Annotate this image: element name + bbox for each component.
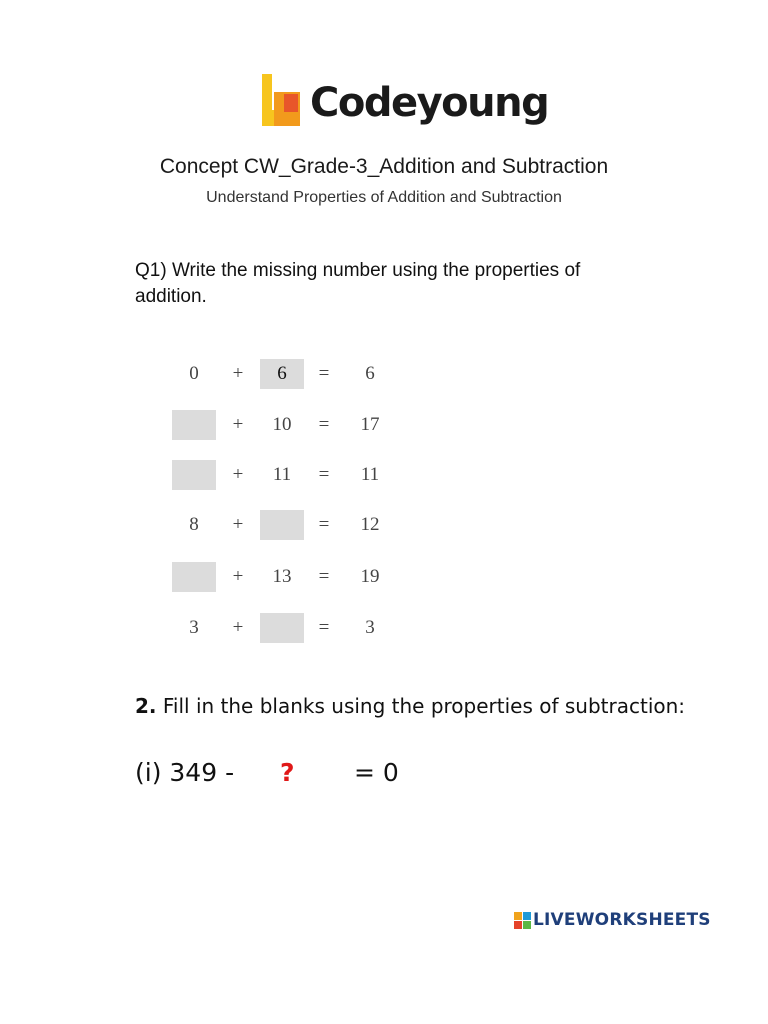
sum: 19 bbox=[360, 566, 380, 587]
plus-sign: + bbox=[232, 464, 244, 485]
equation-row bbox=[170, 460, 410, 490]
sum: 6 bbox=[365, 363, 375, 384]
sum: 11 bbox=[360, 464, 380, 485]
codeyoung-logo-icon bbox=[260, 72, 306, 132]
equals-sign: = bbox=[318, 363, 330, 384]
sum: 17 bbox=[360, 414, 380, 435]
subtraction-item-label: (i) 349 - bbox=[135, 758, 235, 787]
addend-a: 0 bbox=[189, 363, 199, 384]
question-1-prompt: Q1) Write the missing number using the properties of addition. bbox=[135, 260, 581, 307]
equation-row bbox=[170, 410, 410, 440]
plus-sign: + bbox=[232, 363, 244, 384]
equation-row bbox=[170, 613, 410, 643]
equals-sign: = bbox=[318, 566, 330, 587]
equals-sign: = bbox=[318, 414, 330, 435]
answer-box[interactable] bbox=[260, 613, 304, 643]
sum: 3 bbox=[365, 617, 375, 638]
addend-b: 11 bbox=[272, 464, 292, 485]
plus-sign: + bbox=[232, 566, 244, 587]
addend-b: 10 bbox=[272, 414, 292, 435]
liveworksheets-wordmark: LIVEWORKSHEETS bbox=[533, 910, 711, 930]
equation-row bbox=[170, 359, 410, 389]
codeyoung-logo bbox=[260, 72, 549, 136]
liveworksheets-icon bbox=[514, 912, 531, 929]
answer-box[interactable] bbox=[172, 562, 216, 592]
equation-row bbox=[170, 510, 410, 540]
answer-box[interactable]: 6 bbox=[260, 359, 304, 389]
blank-answer[interactable]: ? bbox=[280, 758, 295, 787]
addend-a: 3 bbox=[189, 617, 199, 638]
worksheet-subtitle: Understand Properties of Addition and Subtraction bbox=[206, 189, 562, 206]
equals-sign: = bbox=[318, 464, 330, 485]
brand-name: Codeyoung bbox=[310, 80, 549, 126]
equals-sign: = bbox=[318, 617, 330, 638]
equation-row bbox=[170, 562, 410, 592]
sum: 12 bbox=[360, 514, 380, 535]
answer-box[interactable] bbox=[172, 410, 216, 440]
plus-sign: + bbox=[232, 414, 244, 435]
answer-box[interactable] bbox=[260, 510, 304, 540]
plus-sign: + bbox=[232, 617, 244, 638]
question-2-prompt bbox=[135, 692, 695, 720]
plus-sign: + bbox=[232, 514, 244, 535]
answer-box[interactable] bbox=[172, 460, 216, 490]
addend-b: 13 bbox=[272, 566, 292, 587]
equals-sign: = bbox=[318, 514, 330, 535]
addend-a: 8 bbox=[189, 514, 199, 535]
question-2-text: Fill in the blanks using the properties of subtraction: bbox=[162, 694, 686, 718]
subtraction-item-rhs: = 0 bbox=[354, 758, 399, 787]
worksheet-title: Concept CW_Grade-3_Addition and Subtraction bbox=[159, 155, 609, 178]
question-2-number: 2. bbox=[135, 694, 157, 718]
